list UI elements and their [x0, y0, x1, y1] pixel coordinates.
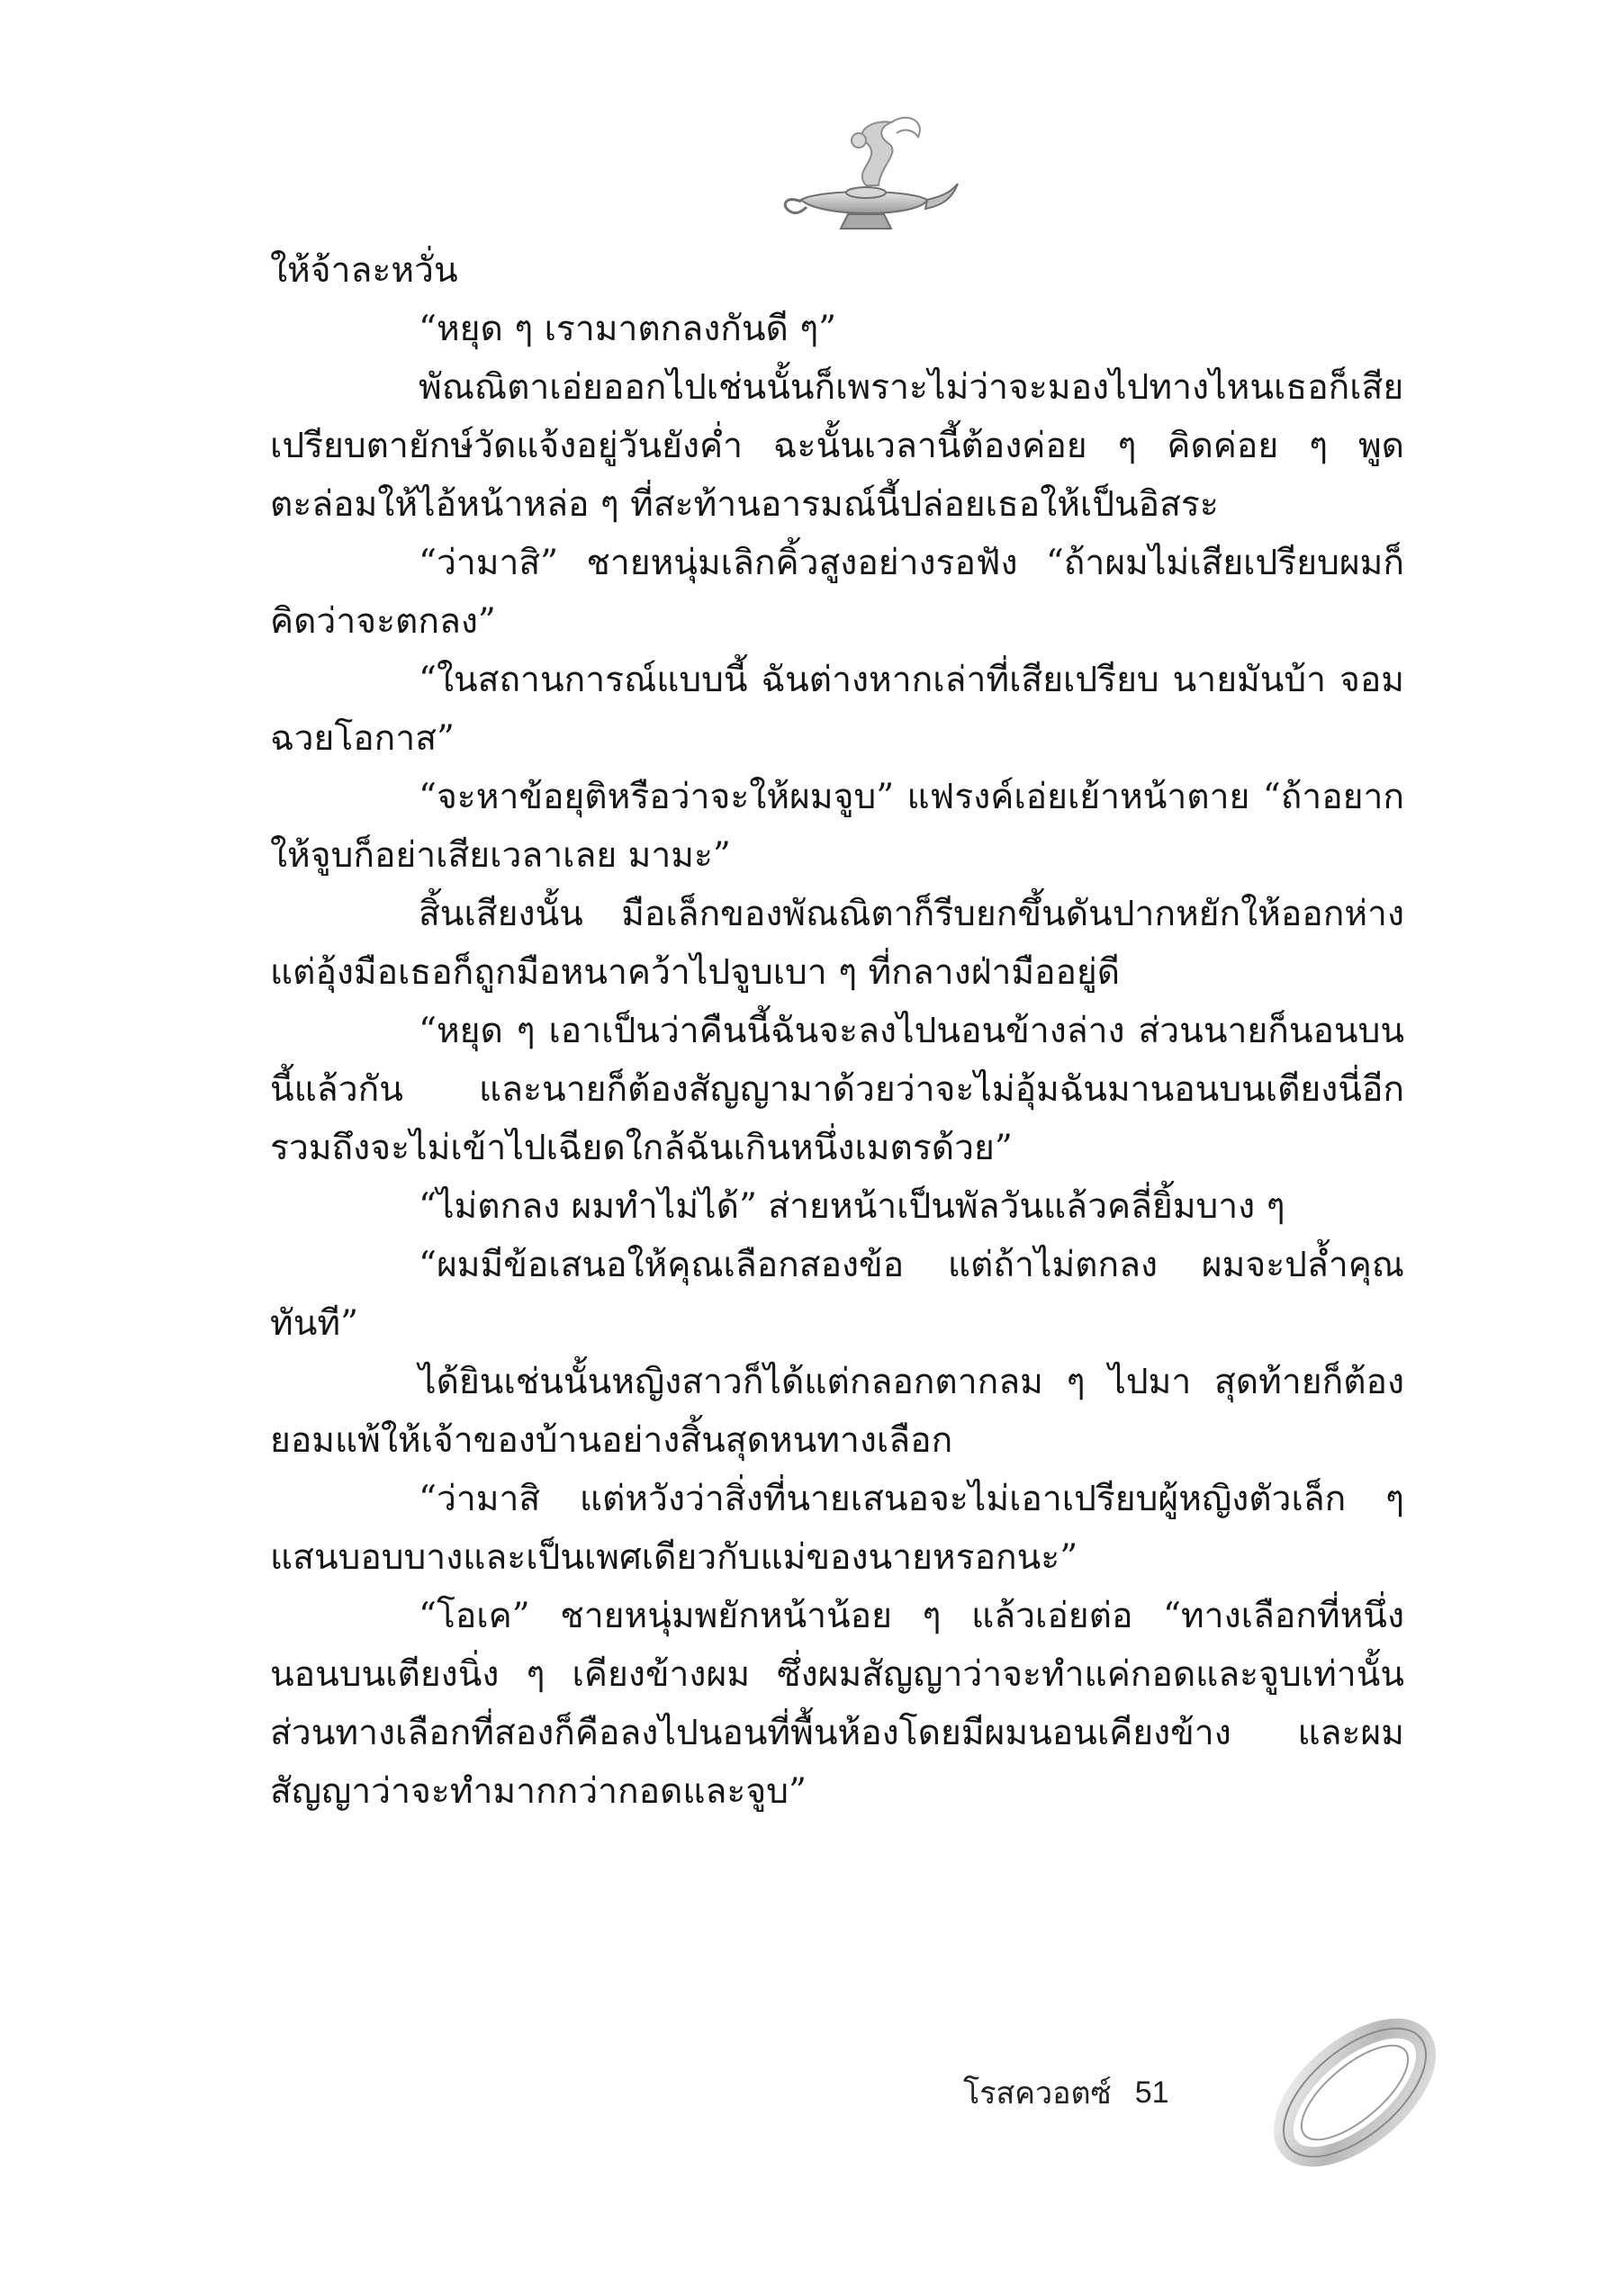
page-footer — [963, 2061, 1169, 2124]
paragraph: สิ้นเสียงนั้น มือเล็กของพัณณิตาก็รีบยกขึ้นดันปากหยักให้ออกห่าง แต่อุ้งมือเธอก็ถูกมือหนาคว้าไปจูบเบา ๆ ที่กลางฝ่ามืออยู่ดี — [270, 894, 1404, 993]
paragraph: “ในสถานการณ์แบบนี้ ฉันต่างหากเล่าที่เสียเปรียบ นายมันบ้า จอมฉวยโอกาส” — [270, 660, 1404, 759]
genie-lamp-icon — [765, 106, 963, 241]
paragraph: “หยุด ๆ เอาเป็นว่าคืนนี้ฉันจะลงไปนอนข้างล่าง ส่วนนายก็นอนบนนี้แล้วกัน และนายก็ต้องสัญญามาด้วยว่าจะไม่อุ้มฉันมานอนบนเตียงนี่อีก รวมถึงจะไม่เข้าไปเฉียดใกล้ฉันเกินหนึ่งเมตรด้วย” — [270, 1011, 1404, 1168]
paragraph: “ว่ามาสิ” ชายหนุ่มเลิกคิ้วสูงอย่างรอฟัง “ถ้าผมไม่เสียเปรียบผมก็คิดว่าจะตกลง” — [270, 543, 1404, 642]
paragraph: “หยุด ๆ เรามาตกลงกันดี ๆ” — [419, 309, 837, 349]
page-body — [270, 241, 1404, 1821]
paragraph: พัณณิตาเอ่ยออกไปเช่นนั้นก็เพราะไม่ว่าจะมองไปทางไหนเธอก็เสียเปรียบตายักษ์วัดแจ้งอยู่วันยังค่ำ ฉะนั้นเวลานี้ต้องค่อย ๆ คิดค่อย ๆ พูดตะล่อมให้ไอ้หน้าหล่อ ๆ ที่สะท้านอารมณ์นี้ปล่อยเธอให้เป็นอิสระ — [270, 367, 1404, 525]
paragraph: “ผมมีข้อเสนอให้คุณเลือกสองข้อ แต่ถ้าไม่ตกลง ผมจะปล้ำคุณทันที” — [270, 1245, 1404, 1344]
paragraph: “โอเค” ชายหนุ่มพยักหน้าน้อย ๆ แล้วเอ่ยต่อ “ทางเลือกที่หนึ่ง นอนบนเตียงนิ่ง ๆ เคียงข้างผม ซึ่งผมสัญญาว่าจะทำแค่กอดและจูบเท่านั้น ส่วนทางเลือกที่สองก็คือลงไปนอนที่พื้นห้องโดยมีผมนอนเคียงข้าง และผมสัญญาว่าจะทำมากกว่ากอดและจูบ” — [270, 1596, 1404, 1812]
ring-icon — [1251, 2003, 1458, 2183]
paragraph: “จะหาข้อยุติหรือว่าจะให้ผมจูบ” แฟรงค์เอ่ยเย้าหน้าตาย “ถ้าอยากให้จูบก็อย่าเสียเวลาเลย มามะ” — [270, 777, 1404, 876]
paragraph: “ว่ามาสิ แต่หวังว่าสิ่งที่นายเสนอจะไม่เอาเปรียบผู้หญิงตัวเล็ก ๆ แสนบอบบางและเป็นเพศเดียวกับแม่ของนายหรอกนะ” — [270, 1479, 1404, 1578]
paragraph: “ไม่ตกลง ผมทำไม่ได้” ส่ายหน้าเป็นพัลวันแล้วคลี่ยิ้มบาง ๆ — [419, 1186, 1285, 1227]
paragraph: ได้ยินเช่นนั้นหญิงสาวก็ได้แต่กลอกตากลม ๆ ไปมา สุดท้ายก็ต้องยอมแพ้ให้เจ้าของบ้านอย่างสิ้นสุดหนทางเลือก — [270, 1362, 1404, 1461]
page-number: 51 — [1134, 2075, 1169, 2110]
paragraph: ให้จ้าละหวั่น — [270, 250, 458, 291]
footer-author: โรสควอตซ์ — [963, 2075, 1112, 2111]
